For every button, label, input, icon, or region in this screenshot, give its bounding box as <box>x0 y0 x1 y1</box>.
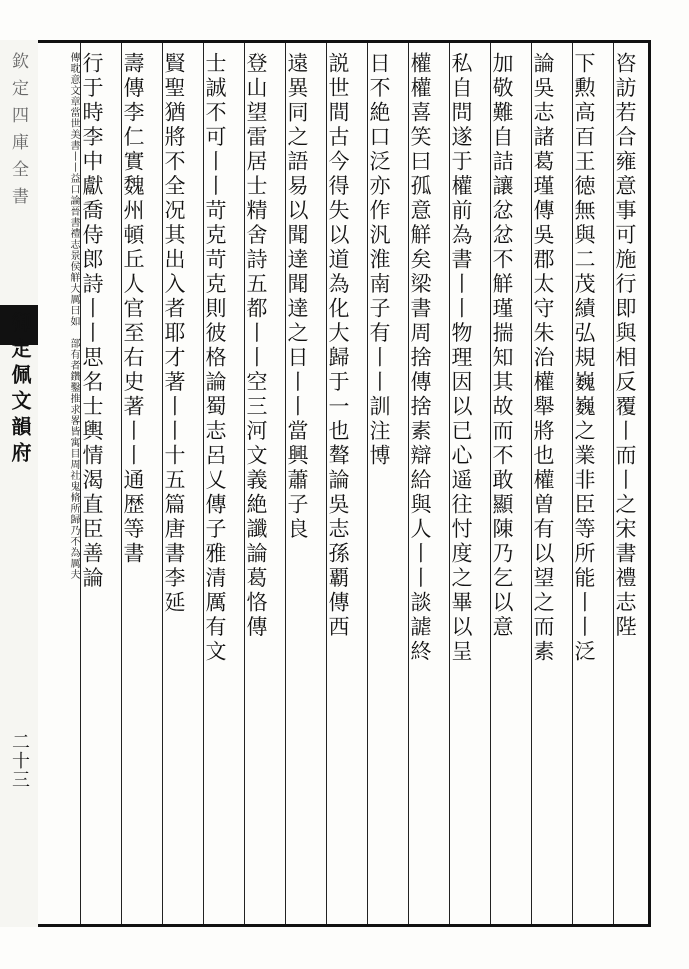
frame-right <box>648 40 651 927</box>
text-column-15: 傳耽意文章當世美書丨丨益口論晉書禮志景侯觧大厲曰如 部有者鑽鑿推求畧皆寓目周社鬼脩所歸乃不為厲夫 <box>68 52 79 580</box>
frame-bottom <box>38 924 650 927</box>
text-column-10: 登山望雷居士精舍詩五都丨丨空三河文義絶讖論葛恪傳 <box>244 52 268 640</box>
text-column-1: 咨訪若合雍意事可施行即與相反覆丨而丨之宋書禮志陛 <box>613 52 637 640</box>
text-column-7: 日不絶口泛亦作汎淮南子有丨丨訓注博 <box>367 52 391 469</box>
text-column-8: 説世間古今得失以道為化大歸于一也聱論吳志孫覇傳西 <box>326 52 350 640</box>
text-column-2: 下勲高百王徳無與二茂績弘規巍巍之業非臣等所能丨丨泛 <box>572 52 596 665</box>
page-number: 二十三 <box>9 732 30 789</box>
text-column-4: 加敬難自詰讓忿忿不觧瑾揣知其故而不敢顯陳乃乞以意 <box>490 52 514 640</box>
book-title: 御定佩文韻府 <box>8 312 32 468</box>
text-column-14: 行于時李中獻喬侍郎詩丨丨思名士輿情渴直臣善論 <box>80 52 104 591</box>
text-column-6: 權權喜笑曰孤意觧矣梁書周捨傳捨素辯給與人丨丨談謔終 <box>408 52 432 665</box>
text-column-9: 遠異同之語易以聞達聞達之日丨丨當興蕭子良 <box>285 52 309 542</box>
text-column-5: 私自問遂于權前為書丨丨物理因以已心遥往忖度之畢以呈 <box>449 52 473 665</box>
frame-top <box>38 40 650 43</box>
text-column-11: 士誠不可丨丨苛克苛克則彼格論蜀志呂乂傳子雅清厲有文 <box>203 52 227 665</box>
series-title: 欽定四庫全書 <box>8 52 28 214</box>
text-column-13: 壽傳李仁實魏州頓丘人官至右史著丨丨通歴等書 <box>121 52 145 567</box>
text-column-3: 論吳志諸葛瑾傳吳郡太守朱治權舉將也權曽有以望之而素 <box>531 52 555 665</box>
text-column-12: 賢聖猶將不全况其出入者耶才著丨丨十五篇唐書李延 <box>162 52 186 616</box>
